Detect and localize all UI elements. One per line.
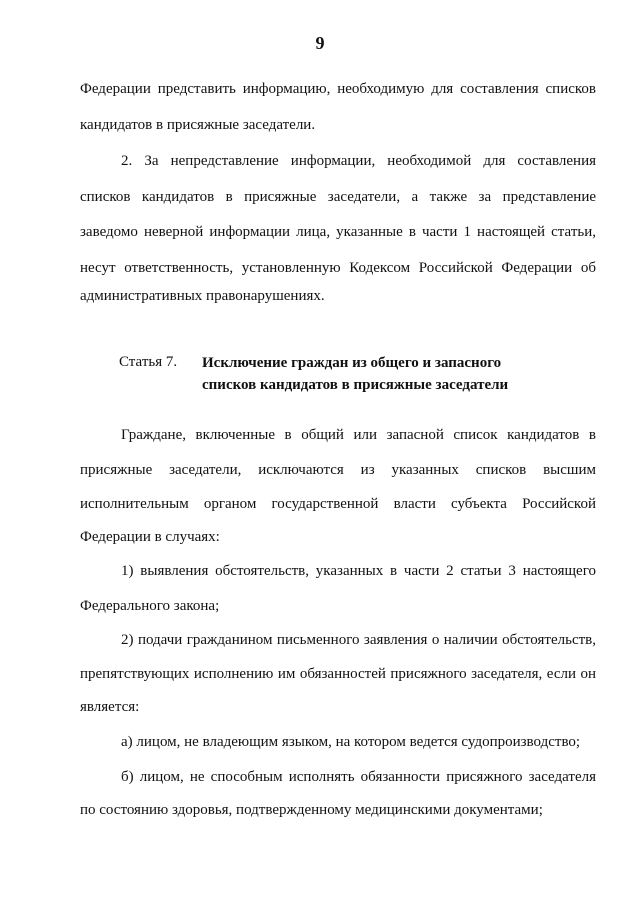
article-title — [202, 352, 532, 396]
paragraph-line: Федерации представить информацию, необходимую для составления списков — [80, 81, 596, 97]
paragraph-line: является: — [80, 699, 140, 715]
article-label: Статья 7. — [119, 354, 178, 370]
paragraph-line: б) лицом, не способным исполнять обязанности присяжного заседателя — [121, 769, 596, 785]
paragraph-line: по состоянию здоровья, подтвержденному медицинскими документами; — [80, 802, 543, 818]
paragraph-line: 1) выявления обстоятельств, указанных в части 2 статьи 3 настоящего — [121, 563, 596, 579]
paragraph-line: заведомо неверной информации лица, указанные в части 1 настоящей статьи, — [80, 224, 596, 240]
paragraph-line: 2. За непредставление информации, необходимой для составления — [121, 153, 596, 169]
paragraph-line: исполнительным органом государственной власти субъекта Российской — [80, 496, 596, 512]
paragraph-line: несут ответственность, установленную Кодексом Российской Федерации об — [80, 260, 596, 276]
paragraph-line: а) лицом, не владеющим языком, на котором ведется судопроизводство; — [121, 734, 581, 750]
paragraph-line: кандидатов в присяжные заседатели. — [80, 117, 316, 133]
article-title-line: списков кандидатов в присяжные заседатели — [202, 377, 509, 393]
paragraph-line: присяжные заседатели, исключаются из указанных списков высшим — [80, 462, 596, 478]
page-number: 9 — [315, 33, 325, 53]
article-title-line: Исключение граждан из общего и запасного — [202, 355, 502, 371]
paragraph-line: Федерального закона; — [80, 598, 220, 614]
paragraph-line: препятствующих исполнению им обязанностей присяжного заседателя, если он — [80, 666, 596, 682]
paragraph-line: административных правонарушениях. — [80, 288, 325, 304]
paragraph-line: 2) подачи гражданином письменного заявления о наличии обстоятельств, — [121, 632, 596, 648]
paragraph-line: Федерации в случаях: — [80, 529, 220, 545]
paragraph-line: списков кандидатов в присяжные заседатели, а также за представление — [80, 189, 596, 205]
paragraph-line: Граждане, включенные в общий или запасной список кандидатов в — [121, 427, 596, 443]
